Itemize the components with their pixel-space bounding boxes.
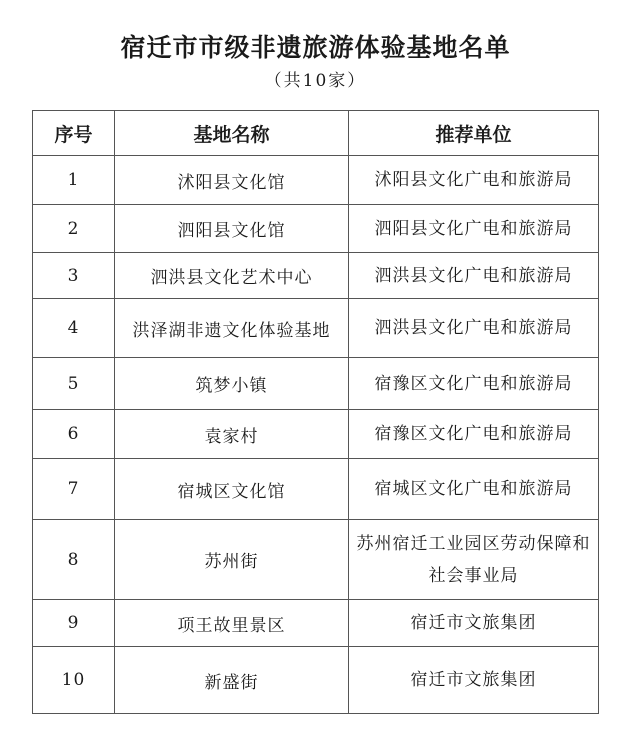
- table-row: [33, 459, 599, 520]
- header-recommending-unit: 推荐单位: [349, 111, 599, 156]
- row-base-name: 筑梦小镇: [115, 358, 349, 410]
- row-base-name: 泗洪县文化艺术中心: [115, 253, 349, 299]
- row-recommending-unit: 宿迁市文旅集团: [349, 600, 599, 647]
- table-row: [33, 647, 599, 714]
- table-row: [33, 600, 599, 647]
- row-serial-number: 2: [33, 205, 115, 253]
- document-subtitle: （共10家）: [264, 71, 367, 91]
- row-base-name: 泗阳县文化馆: [115, 205, 349, 253]
- base-list-table: [32, 110, 599, 714]
- row-serial-number: 10: [33, 647, 115, 714]
- table-row: [33, 410, 599, 459]
- table-row: [33, 205, 599, 253]
- row-recommending-unit: 泗阳县文化广电和旅游局: [349, 205, 599, 253]
- row-serial-number: 3: [33, 253, 115, 299]
- row-recommending-unit: 泗洪县文化广电和旅游局: [349, 299, 599, 358]
- row-base-name: 苏州街: [115, 520, 349, 600]
- table-row: [33, 358, 599, 410]
- row-serial-number: 6: [33, 410, 115, 459]
- row-base-name: 袁家村: [115, 410, 349, 459]
- table-row: [33, 520, 599, 600]
- row-serial-number: 9: [33, 600, 115, 647]
- document-title: 宿迁市市级非遗旅游体验基地名单: [120, 33, 511, 62]
- table-header-row: [33, 111, 599, 156]
- row-base-name: 宿城区文化馆: [115, 459, 349, 520]
- row-serial-number: 4: [33, 299, 115, 358]
- row-serial-number: 1: [33, 156, 115, 205]
- row-recommending-unit: 宿豫区文化广电和旅游局: [349, 410, 599, 459]
- row-base-name: 新盛街: [115, 647, 349, 714]
- row-recommending-unit: 苏州宿迁工业园区劳动保障和社会事业局: [349, 520, 599, 600]
- table-row: [33, 299, 599, 358]
- row-recommending-unit: 宿豫区文化广电和旅游局: [349, 358, 599, 410]
- row-base-name: 沭阳县文化馆: [115, 156, 349, 205]
- row-base-name: 洪泽湖非遗文化体验基地: [115, 299, 349, 358]
- row-serial-number: 7: [33, 459, 115, 520]
- header-base-name: 基地名称: [115, 111, 349, 156]
- table-row: [33, 156, 599, 205]
- row-recommending-unit: 泗洪县文化广电和旅游局: [349, 253, 599, 299]
- header-serial-number: 序号: [33, 111, 115, 156]
- row-recommending-unit: 宿城区文化广电和旅游局: [349, 459, 599, 520]
- table-row: [33, 253, 599, 299]
- row-serial-number: 5: [33, 358, 115, 410]
- row-serial-number: 8: [33, 520, 115, 600]
- row-recommending-unit: 宿迁市文旅集团: [349, 647, 599, 714]
- row-recommending-unit: 沭阳县文化广电和旅游局: [349, 156, 599, 205]
- row-base-name: 项王故里景区: [115, 600, 349, 647]
